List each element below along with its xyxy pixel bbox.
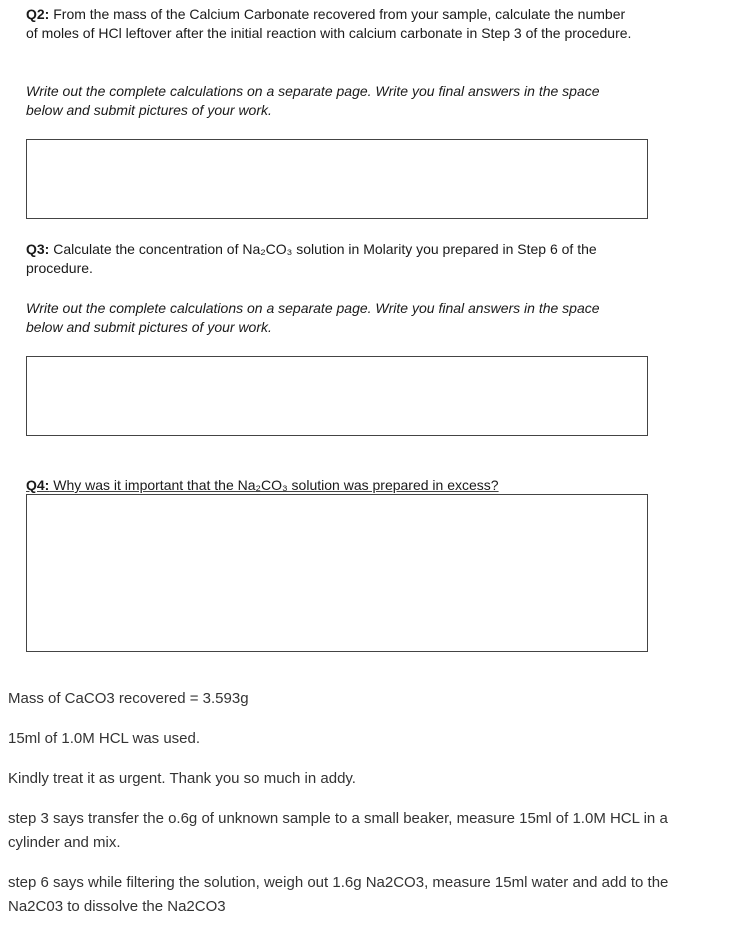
note-step3: step 3 says transfer the o.6g of unknown sample to a small beaker, measure 15ml of 1.0M HCL in a cylinder and mix. <box>8 810 668 851</box>
q4-prompt <box>26 476 636 495</box>
q3-text: Calculate the concentration of Na₂CO₃ solution in Molarity you prepared in Step 6 of the procedure. <box>26 241 597 276</box>
q3-instruction: Write out the complete calculations on a separate page. Write you final answers in the space below and submit pictures of your work. <box>26 300 600 335</box>
q3-label: Q3: <box>26 241 50 257</box>
q3-answer-box[interactable] <box>26 356 648 436</box>
q2-text: From the mass of the Calcium Carbonate recovered from your sample, calculate the number of moles of HCl leftover after the initial reaction with calcium carbonate in Step 3 of the procedure. <box>26 6 632 41</box>
q2-prompt <box>26 5 636 43</box>
q2-answer-box[interactable] <box>26 139 648 219</box>
note-step6: step 6 says while filtering the solution, weigh out 1.6g Na2CO3, measure 15ml water and add to the Na2C03 to dissolve the Na2CO3 <box>8 874 669 915</box>
q2-instruction: Write out the complete calculations on a separate page. Write you final answers in the space below and submit pictures of your work. <box>26 83 600 118</box>
note-mass: Mass of CaCO3 recovered = 3.593g <box>8 690 249 707</box>
q3-prompt <box>26 240 636 278</box>
q4-answer-box[interactable] <box>26 494 648 652</box>
q2-label: Q2: <box>26 6 50 22</box>
note-hcl: 15ml of 1.0M HCL was used. <box>8 730 201 747</box>
q4-text: Why was it important that the Na₂CO₃ solution was prepared in excess? <box>49 477 499 493</box>
q4-label: Q4: <box>26 477 50 493</box>
note-urgent: Kindly treat it as urgent. Thank you so much in addy. <box>8 770 356 787</box>
